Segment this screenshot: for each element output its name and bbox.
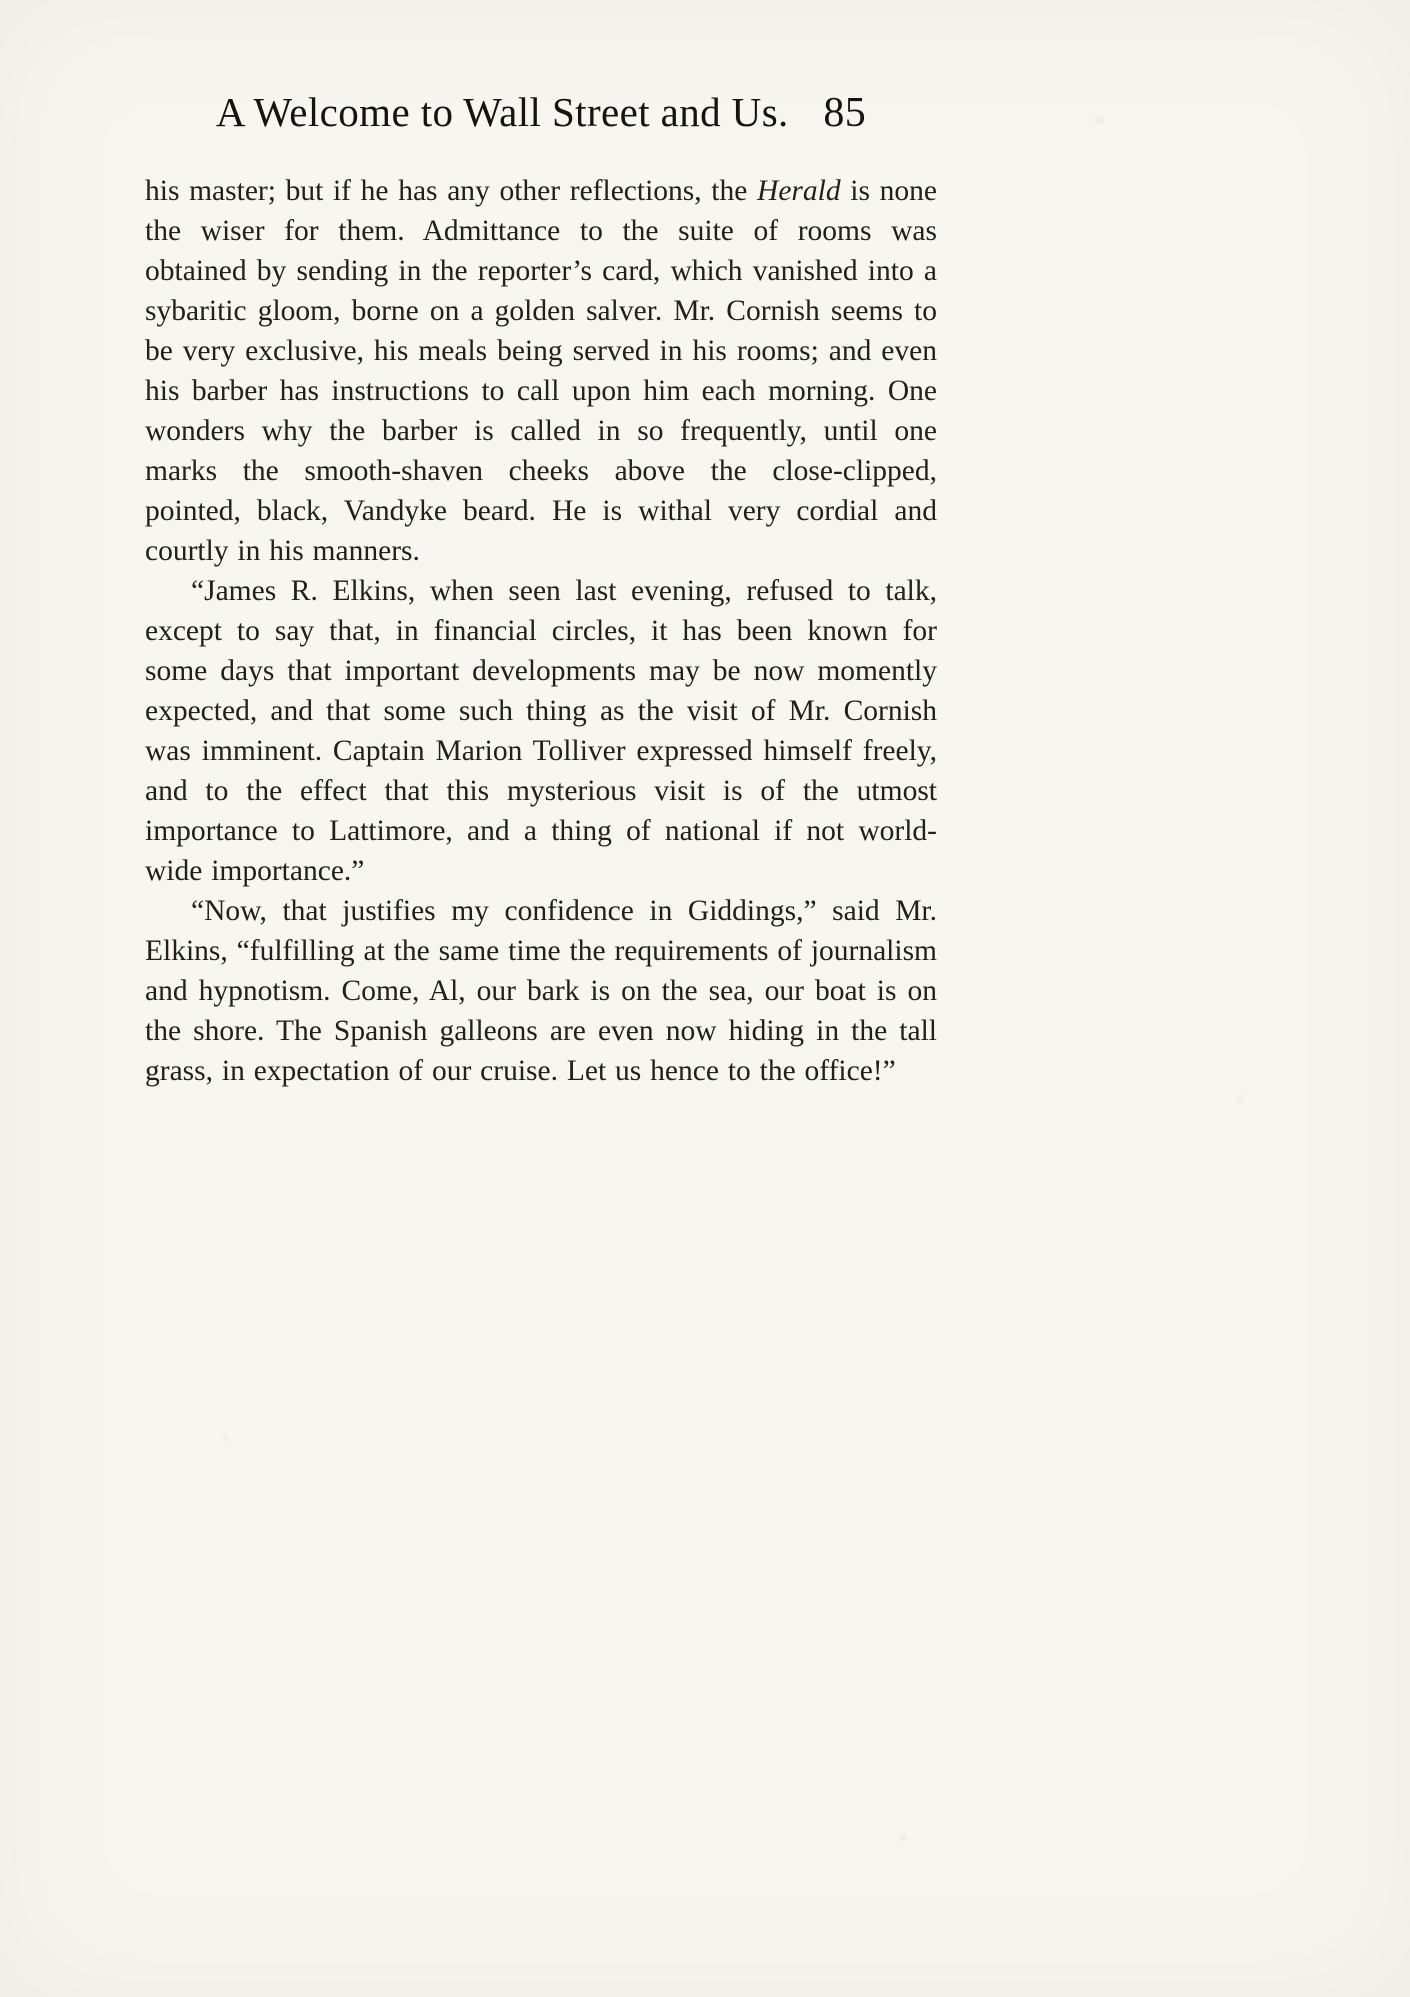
page-number: 85	[823, 90, 867, 136]
text-segment: is none the wiser for them. Admittance to the suite of rooms was obtained by sending in the reporter’s card, which vanished into a sybaritic gloom, borne on a golden salver. Mr. Cornish seems to be very exclusive, his meals being served in his rooms; and even his barber has instructions to call upon him each morning. One wonders why the barber is called in so frequently, until one marks the smooth-shaven cheeks above the close-clipped, pointed, black, Vandyke beard. He is withal very cordial and courtly in his manners.	[145, 175, 937, 567]
paragraph-2	[145, 571, 937, 891]
text-segment: his master; but if he has any other reflections, the	[145, 175, 758, 207]
running-title: A Welcome to Wall Street and Us.	[215, 89, 789, 135]
body-text	[145, 171, 937, 1091]
page-header	[145, 88, 937, 137]
text-segment: “Now, that justifies my confidence in Giddings,” said Mr. Elkins, “fulfilling at the same time the requirements of journalism and hypnotism. Come, Al, our bark is on the sea, our boat is on the shore. The Spanish galleons are even now hiding in the tall grass, in expectation of our cruise. Let us hence to the office!”	[145, 895, 937, 1087]
text-segment: “James R. Elkins, when seen last evening, refused to talk, except to say that, in financial circles, it has been known for some days that important developments may be now momently expected, and that some such thing as the visit of Mr. Cornish was imminent. Captain Marion Tolliver expressed himself freely, and to the effect that this mysterious visit is of the utmost importance to Lattimore, and a thing of national if not world-wide importance.”	[145, 575, 937, 887]
italic-publication-name: Herald	[757, 175, 841, 207]
text-block	[145, 88, 937, 1091]
paragraph-3	[145, 891, 937, 1091]
paragraph-1	[145, 171, 937, 571]
